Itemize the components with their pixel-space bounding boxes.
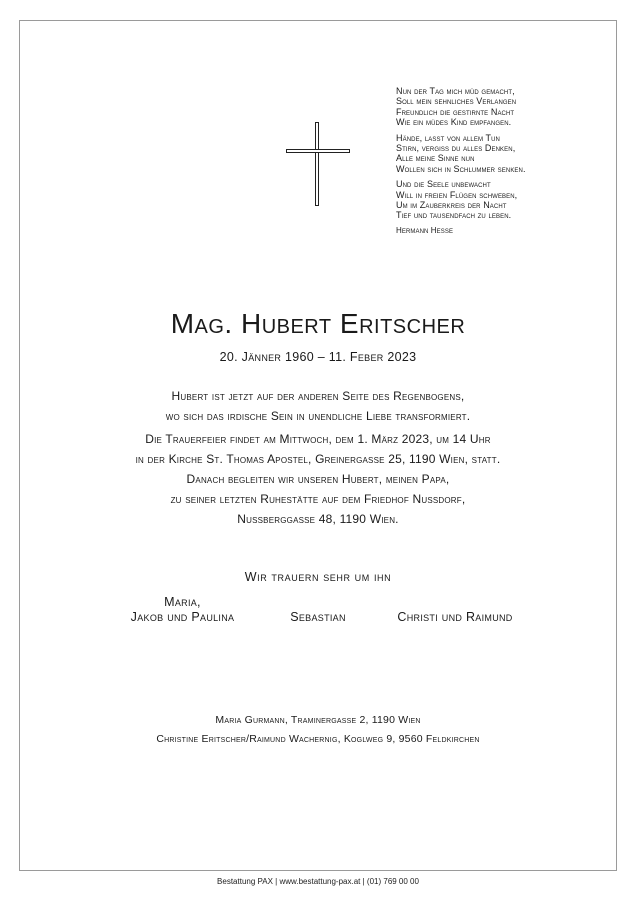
poem-line: Will in freien Flügen schweben, <box>396 189 518 200</box>
cross-icon <box>286 122 350 206</box>
address-line: Christine Eritscher/Raimund Wachernig, Koglweg 9, 9560 Feldkirchen <box>156 733 480 745</box>
poem-line: Freundlich die gestirnte Nacht <box>396 106 515 117</box>
footer: Bestattung PAX | www.bestattung-pax.at | (01) 769 00 00 <box>217 877 419 886</box>
poem-stanza-1 <box>396 86 596 128</box>
message-paragraph-1 <box>0 386 636 426</box>
poem-stanza-3 <box>396 179 596 221</box>
poem-stanza-2 <box>396 133 596 175</box>
mourning-statement: Wir trauern sehr um ihn <box>244 570 392 584</box>
signatory-1 <box>110 595 255 625</box>
message-line: in der Kirche St. Thomas Apostel, Greinergasse 25, 1190 Wien, statt. <box>135 452 501 466</box>
poem-line: Nun der Tag mich müd gemacht, <box>396 86 515 96</box>
addresses <box>0 711 636 749</box>
poem-line: Tief und tausendfach zu leben. <box>396 210 512 221</box>
poem-line: Hände, lasst von allem Tun <box>396 132 500 143</box>
signatory-line: Christi und Raimund <box>397 610 513 624</box>
signatory-line: Jakob und Paulina <box>130 610 235 624</box>
message-line: Hubert ist jetzt auf der anderen Seite des Regenbogens, <box>171 389 465 403</box>
deceased-name: Mag. Hubert Eritscher <box>170 308 466 339</box>
poem-line: Alle meine Sinne nun <box>396 153 475 164</box>
address-line: Maria Gurmann, Traminergasse 2, 1190 Wien <box>215 714 421 726</box>
poem-line: Wollen sich in Schlummer senken. <box>396 163 526 174</box>
life-dates: 20. Jänner 1960 – 11. Feber 2023 <box>219 350 417 364</box>
poem-line: Wie ein müdes Kind empfangen. <box>396 117 512 128</box>
poem <box>396 86 596 236</box>
message-line: Nussberggasse 48, 1190 Wien. <box>237 512 399 526</box>
signatory-line: Maria, <box>164 595 201 609</box>
poem-line: Um im Zauberkreis der Nacht <box>396 200 507 211</box>
signatory-2 <box>272 610 364 625</box>
poem-line: Stirn, vergiss du alles Denken, <box>396 143 516 154</box>
message-line: Die Trauerfeier findet am Mittwoch, dem 1. März 2023, um 14 Uhr <box>145 432 491 446</box>
message-line: zu seiner letzten Ruhestätte auf dem Friedhof Nussdorf, <box>170 492 466 506</box>
message-line: wo sich das irdische Sein in unendliche Liebe transformiert. <box>165 409 471 423</box>
signatory-line: Sebastian <box>290 610 346 624</box>
poem-author: Hermann Hesse <box>396 225 454 235</box>
poem-line: Und die Seele unbewacht <box>396 179 491 190</box>
signatory-3 <box>375 610 535 625</box>
message-line: Danach begleiten wir unseren Hubert, meinen Papa, <box>186 472 450 486</box>
poem-line: Soll mein sehnliches Verlangen <box>396 96 517 107</box>
message-paragraph-2 <box>0 429 636 469</box>
message-paragraph-3 <box>0 469 636 529</box>
